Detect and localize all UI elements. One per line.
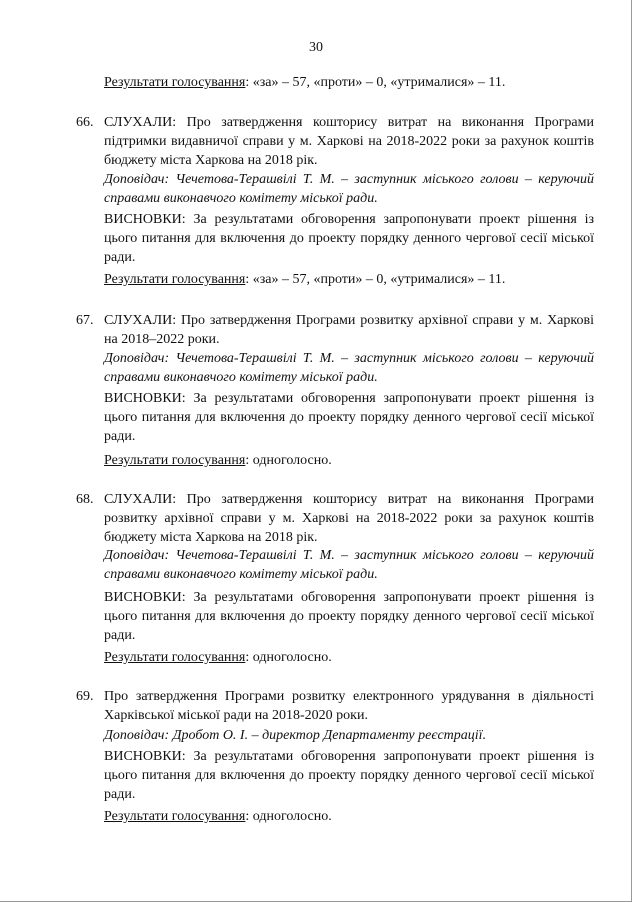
agenda-item-69 bbox=[76, 687, 594, 725]
vote-label: Результати голосування bbox=[104, 453, 246, 468]
conclusions-label: ВИСНОВКИ: bbox=[104, 212, 186, 227]
vote-label: Результати голосування bbox=[104, 650, 246, 665]
agenda-item-66 bbox=[76, 113, 594, 170]
vote-result-67 bbox=[104, 451, 594, 470]
item-number: 67. bbox=[76, 313, 94, 328]
heard-label: СЛУХАЛИ: bbox=[104, 313, 177, 328]
item-number: 69. bbox=[76, 689, 94, 704]
reporter-label: Доповідач: bbox=[104, 728, 170, 743]
conclusions-text: За результатами обговорення запропонувати проект рішення із цього питання для включення до проекту порядку денного чергової сесії міської ради. bbox=[104, 212, 595, 265]
reporter-69 bbox=[104, 726, 594, 745]
vote-text: : «за» – 57, «проти» – 0, «утрималися» – 11. bbox=[245, 75, 506, 90]
item-heading bbox=[104, 311, 594, 349]
page-number: 30 bbox=[309, 40, 323, 55]
item-heading bbox=[104, 490, 594, 547]
heard-label: СЛУХАЛИ: bbox=[104, 115, 177, 130]
reporter-text: Чечетова-Терашвілі Т. М. – заступник міського голови – керуючий справами виконавчого комітету міської ради. bbox=[104, 172, 595, 206]
reporter-label: Доповідач: bbox=[104, 351, 170, 366]
item-text: Про затвердження Програми розвитку електронного урядування в діяльності Харківської міської ради на 2018-2020 роки. bbox=[104, 689, 594, 723]
reporter-67 bbox=[104, 349, 594, 387]
reporter-label: Доповідач: bbox=[104, 172, 170, 187]
conclusions-label: ВИСНОВКИ: bbox=[104, 391, 186, 406]
conclusions-text: За результатами обговорення запропонувати проект рішення із цього питання для включення до проекту порядку денного чергової сесії міської ради. bbox=[104, 391, 595, 444]
agenda-item-67 bbox=[76, 311, 594, 349]
conclusions-68 bbox=[104, 588, 594, 645]
vote-text: : одноголосно. bbox=[245, 650, 332, 665]
vote-text: : «за» – 57, «проти» – 0, «утрималися» – 11. bbox=[245, 272, 506, 287]
vote-label: Результати голосування bbox=[104, 272, 246, 287]
conclusions-label: ВИСНОВКИ: bbox=[104, 590, 186, 605]
vote-text: : одноголосно. bbox=[245, 809, 332, 824]
conclusions-text: За результатами обговорення запропонувати проект рішення із цього питання для включення до проекту порядку денного чергової сесії міської ради. bbox=[104, 590, 595, 643]
vote-result-68 bbox=[104, 648, 594, 667]
reporter-text: Чечетова-Терашвілі Т. М. – заступник міського голови – керуючий справами виконавчого комітету міської ради. bbox=[104, 548, 595, 582]
vote-result-69 bbox=[104, 807, 594, 826]
conclusions-text: За результатами обговорення запропонувати проект рішення із цього питання для включення до проекту порядку денного чергової сесії міської ради. bbox=[104, 749, 595, 802]
item-number: 68. bbox=[76, 492, 94, 507]
reporter-66 bbox=[104, 170, 594, 208]
item-text: Про затвердження кошторису витрат на виконання Програми розвитку архівної справи у м. Харкові на 2018-2022 роки за рахунок коштів бюджету міста Харкова на 2018 рік. bbox=[104, 492, 595, 545]
item-heading bbox=[104, 687, 594, 725]
reporter-text: Чечетова-Терашвілі Т. М. – заступник міського голови – керуючий справами виконавчого комітету міської ради. bbox=[104, 351, 595, 385]
reporter-68 bbox=[104, 546, 594, 584]
agenda-item-68 bbox=[76, 490, 594, 547]
conclusions-66 bbox=[104, 210, 594, 267]
item-text: Про затвердження Програми розвитку архівної справи у м. Харкові на 2018–2022 роки. bbox=[104, 313, 594, 347]
item-number: 66. bbox=[76, 115, 94, 130]
heard-label: СЛУХАЛИ: bbox=[104, 492, 177, 507]
conclusions-69 bbox=[104, 747, 594, 804]
vote-result-66 bbox=[104, 270, 594, 289]
item-text: Про затвердження кошторису витрат на виконання Програми підтримки видавничої справи у м. Харкові на 2018-2022 роки за рахунок коштів бюджету міста Харкова на 2018 рік. bbox=[104, 115, 595, 168]
vote-text: : одноголосно. bbox=[245, 453, 332, 468]
conclusions-67 bbox=[104, 389, 594, 446]
vote-result-top bbox=[104, 73, 594, 92]
reporter-label: Доповідач: bbox=[104, 548, 170, 563]
reporter-text: Дробот О. І. – директор Департаменту реєстрації. bbox=[172, 728, 487, 743]
vote-label: Результати голосування bbox=[104, 809, 246, 824]
conclusions-label: ВИСНОВКИ: bbox=[104, 749, 186, 764]
vote-label: Результати голосування bbox=[104, 75, 246, 90]
item-heading bbox=[104, 113, 594, 170]
